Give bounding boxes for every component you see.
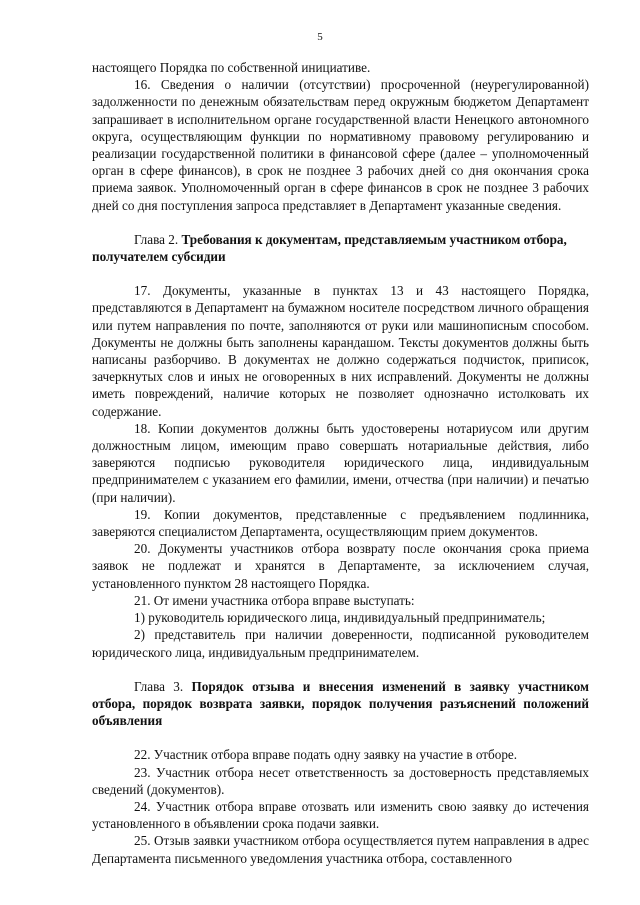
paragraph: 24. Участник отбора вправе отозвать или изменить свою заявку до истечения установленного в объявлении срока подачи заявки.	[92, 798, 589, 832]
chapter-title: Порядок отзыва и внесения изменений в заявку участником отбора, порядок возврата заявки, порядок получения разъяснений положений объявления	[92, 678, 589, 729]
paragraph: 18. Копии документов должны быть удостоверены нотариусом или другим должностным лицом, имеющим право совершать нотариальные действия, либо заверяются подписью руководителя юридического лица, индивидуальным предпринимателем с указанием его фамилии, имени, отчества (при наличии) и печатью (при наличии).	[92, 420, 589, 505]
paragraph: 25. Отзыв заявки участником отбора осуществляется путем направления в адрес Департамента письменного уведомления участника отбора, составленного	[92, 833, 589, 866]
document-body	[92, 59, 589, 867]
paragraph: 2) представитель при наличии доверенности, подписанной руководителем юридического лица, индивидуальным предпринимателем.	[92, 627, 589, 660]
chapter-heading	[92, 678, 589, 730]
chapter-prefix: Глава 3.	[134, 678, 184, 694]
chapter-title: Требования к документам, представляемым участником отбора, получателем субсидии	[92, 231, 567, 265]
paragraph: 23. Участник отбора несет ответственность за достоверность представляемых сведений (документов).	[92, 764, 589, 797]
paragraph: 19. Копии документов, представленные с предъявлением подлинника, заверяются специалистом Департамента, осуществляющим прием документов.	[92, 506, 589, 540]
paragraph: 20. Документы участников отбора возврату после окончания срока приема заявок не подлежат и хранятся в Департаменте, за исключением случая, установленного пунктом 28 настоящего Порядка.	[92, 541, 589, 591]
paragraph: 22. Участник отбора вправе подать одну заявку на участие в отборе.	[134, 747, 518, 763]
paragraph: 21. От имени участника отбора вправе выступать:	[134, 592, 415, 608]
paragraph: 1) руководитель юридического лица, индивидуальный предприниматель;	[134, 610, 546, 626]
paragraph: 17. Документы, указанные в пунктах 13 и 43 настоящего Порядка, представляются в Департамент на бумажном носителе посредством личного обращения или путем направления по почте, заполняются от руки или машинописным способом. Документы не должны быть заполнены карандашом. Тексты документов должны быть написаны разборчиво. В документах не должно содержаться подчисток, приписок, зачеркнутых слов и иных не оговоренных в них исправлений. Документы не должны иметь повреждений, наличие которых не позволяет однозначно истолковать их содержание.	[92, 283, 589, 419]
chapter-heading	[92, 231, 589, 265]
page-number: 5	[317, 31, 323, 43]
chapter-prefix: Глава 2.	[134, 231, 179, 247]
paragraph: настоящего Порядка по собственной инициативе.	[92, 60, 371, 75]
paragraph: 16. Сведения о наличии (отсутствии) просроченной (неурегулированной) задолженности по денежным обязательствам перед окружным бюджетом Департамент запрашивает в исполнительном органе государственной власти Ненецкого автономного округа, осуществляющим функции по нормативному правовому регулированию и реализации государственной политики в финансовой сфере (далее – уполномоченный орган в сфере финансов), в срок не позднее 3 рабочих дней со дня окончания срока приема заявок. Уполномоченный орган в сфере финансов в срок не позднее 3 рабочих дней со дня поступления запроса представляет в Департамент указанные сведения.	[92, 77, 589, 213]
